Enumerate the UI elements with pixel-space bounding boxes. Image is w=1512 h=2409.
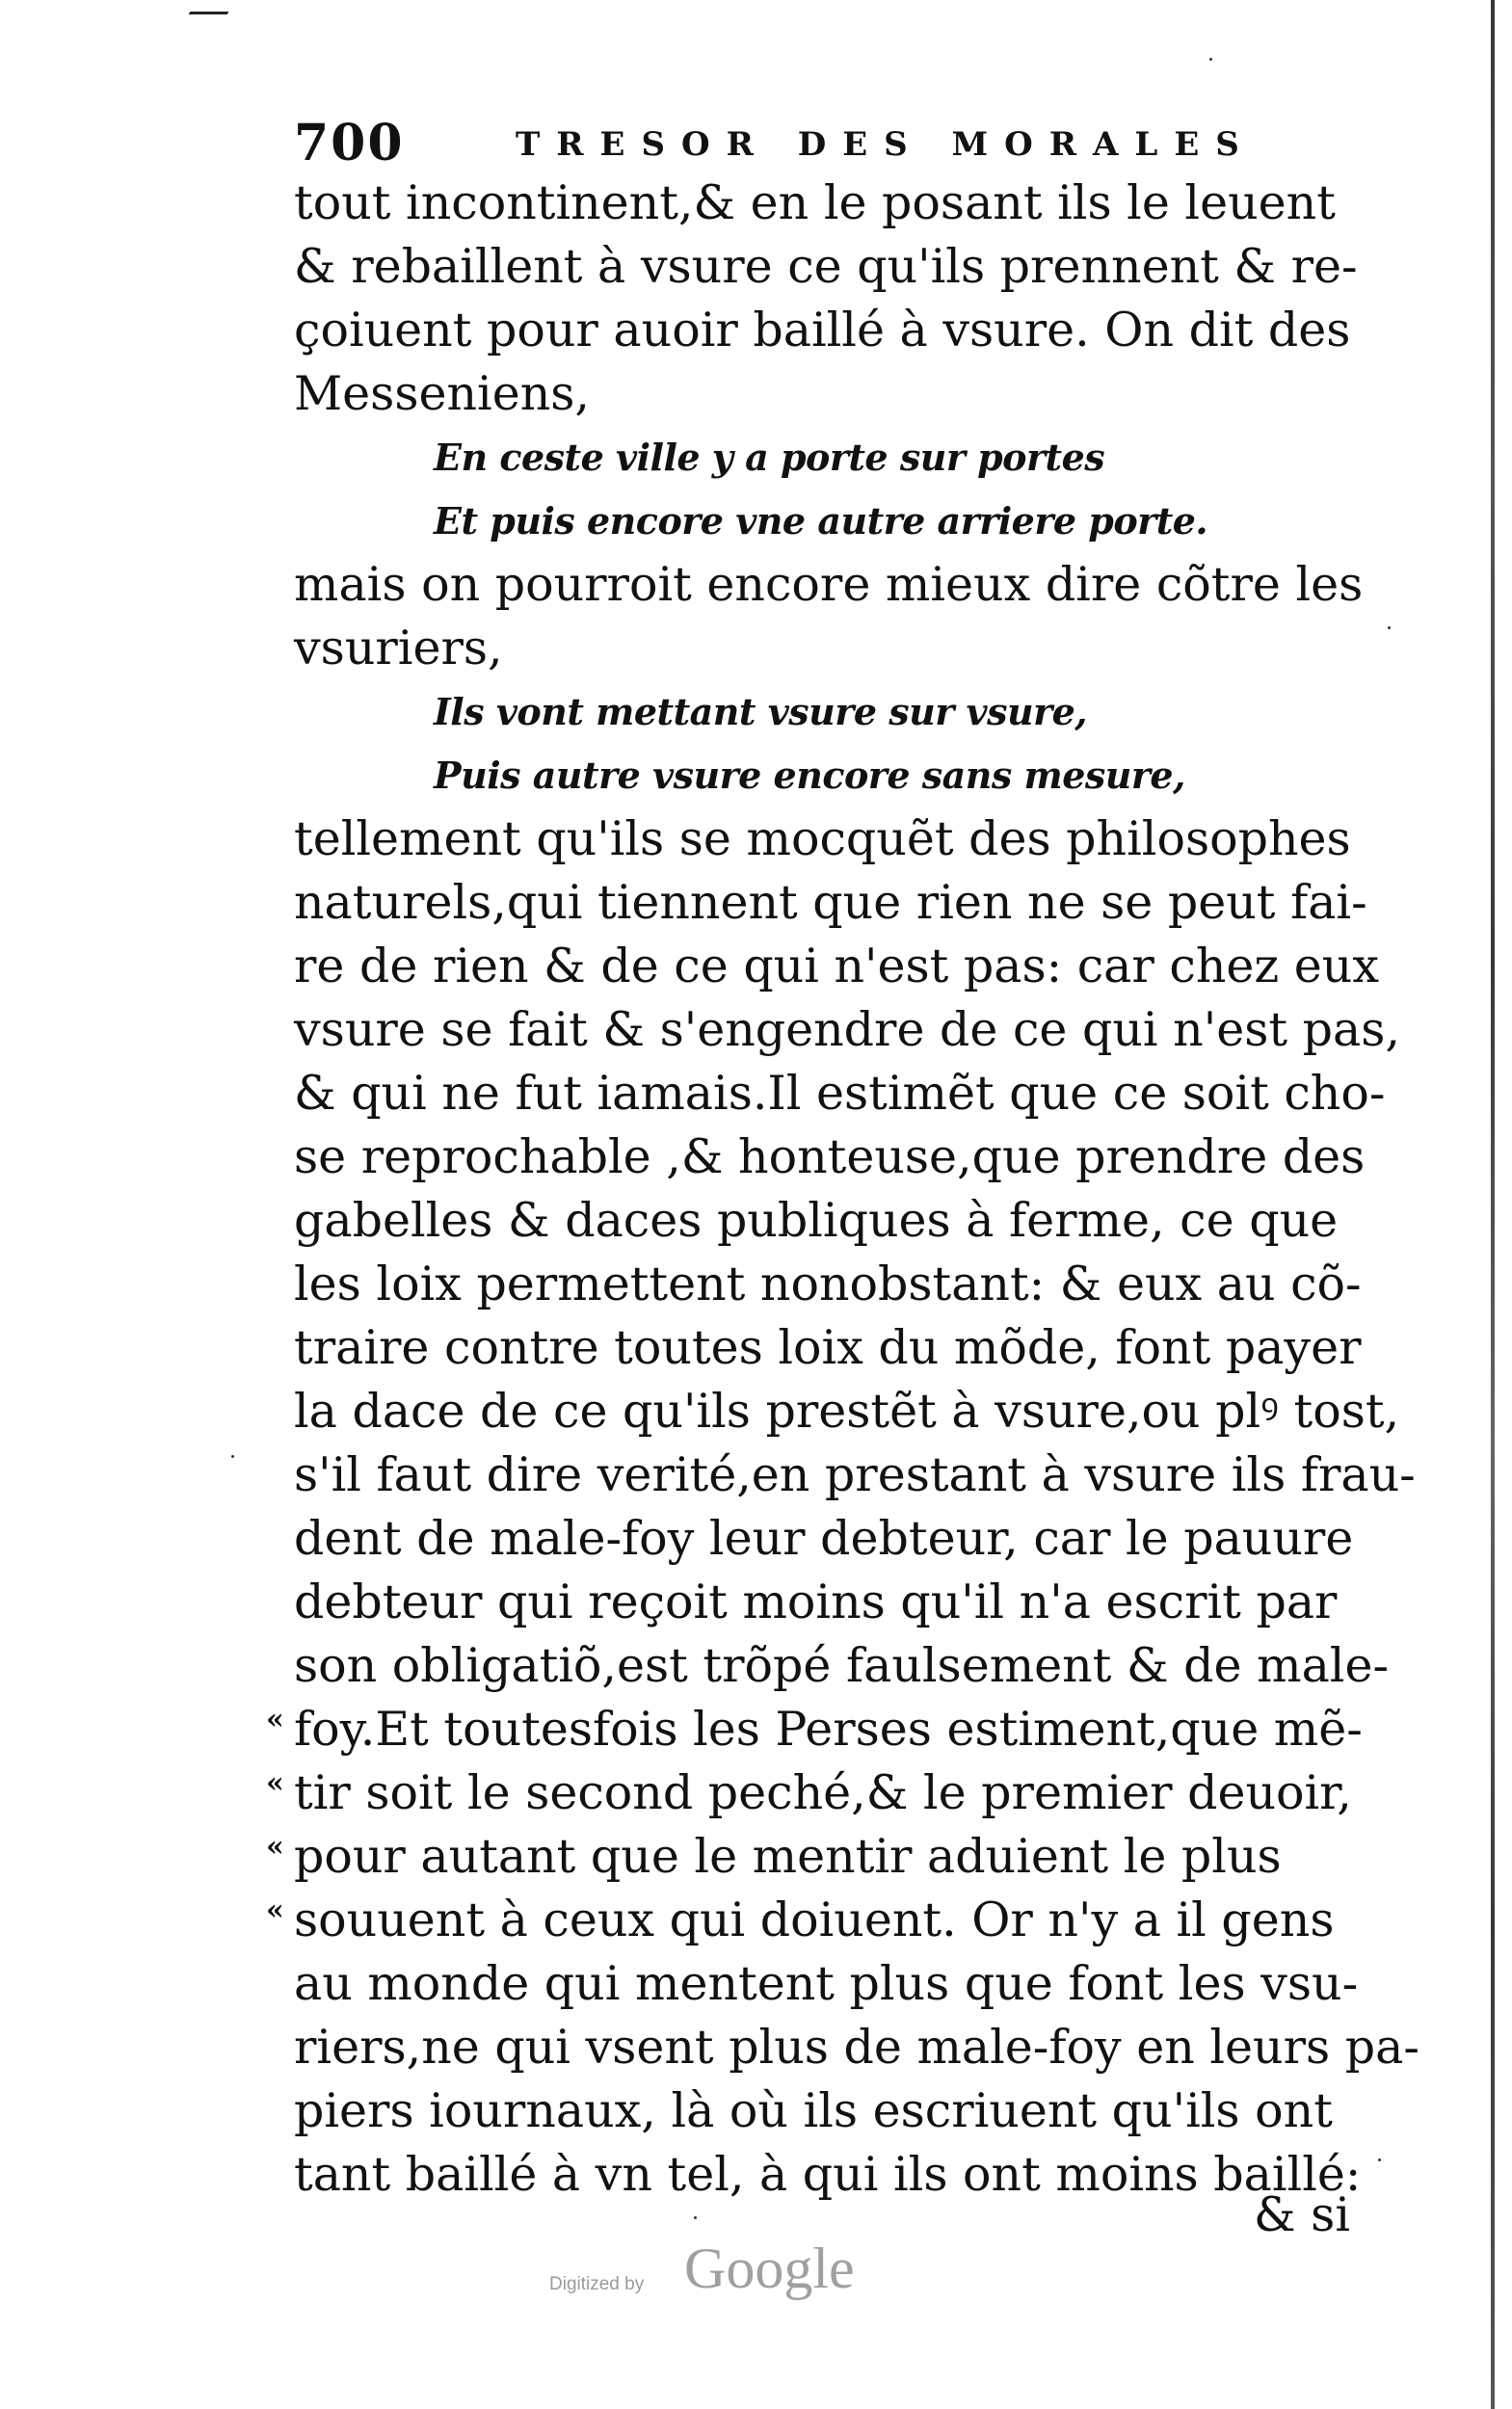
text-line: tellement qu'ils se mocquẽt des philosophes: [294, 811, 1351, 866]
catchword: & si: [1253, 2187, 1350, 2242]
google-logo: Google: [684, 2237, 855, 2300]
page-edge-line: [1491, 0, 1495, 2409]
ink-speck: [1378, 2158, 1381, 2161]
verse-line: Et puis encore vne autre arriere porte.: [434, 499, 1208, 543]
verse-line: En ceste ville y a porte sur portes: [434, 436, 1105, 479]
margin-quote-mark: «: [266, 1893, 284, 1927]
verse-line: Ils vont mettant vsure sur vsure,: [434, 690, 1088, 733]
text-line: tant baillé à vn tel, à qui ils ont moins baillé:: [294, 2147, 1362, 2202]
ink-speck: [694, 2216, 697, 2219]
body-text: [294, 172, 1419, 2207]
text-line: foy.Et toutesfois les Perses estiment,que mẽ-: [294, 1702, 1363, 1757]
text-line: souuent à ceux qui doiuent. Or n'y a il gens: [294, 1893, 1335, 1947]
text-line: naturels,qui tiennent que rien ne se peut fai-: [294, 875, 1367, 930]
margin-quote-mark: «: [266, 1703, 284, 1736]
page-number: 700: [294, 114, 405, 172]
corner-scan-mark: [189, 0, 236, 14]
text-line: son obligatiõ,est trõpé faulsement & de male-: [294, 1638, 1390, 1693]
text-line: traire contre toutes loix du mõde, font payer: [294, 1320, 1362, 1375]
verse-line: Puis autre vsure encore sans mesure,: [434, 754, 1185, 797]
text-line: vsure se fait & s'engendre de ce qui n'est pas,: [294, 1002, 1400, 1057]
text-line: dent de male-foy leur debteur, car le pauure: [294, 1511, 1354, 1566]
text-line: s'il faut dire verité,en prestant à vsure ils frau-: [294, 1447, 1416, 1502]
text-line: re de rien & de ce qui n'est pas: car chez eux: [294, 939, 1379, 993]
text-line: & rebaillent à vsure ce qu'ils prennent & re-: [294, 239, 1358, 294]
margin-quote-marks: [266, 1703, 295, 1956]
text-line: se reprochable ,& honteuse,que prendre des: [294, 1129, 1366, 1184]
text-line: mais on pourroit encore mieux dire cõtre les: [294, 557, 1364, 612]
text-line: & qui ne fut iamais.Il estimẽt que ce soit cho-: [294, 1066, 1386, 1121]
text-line: çoiuent pour auoir baillé à vsure. On dit des: [294, 303, 1351, 357]
running-title: TRESOR DES MORALES: [516, 125, 1256, 164]
text-line: tout incontinent,& en le posant ils le leuent: [294, 175, 1336, 230]
digitized-label: Digitized by: [549, 2274, 645, 2294]
text-line: piers iournaux, là où ils escriuent qu'ils ont: [294, 2083, 1333, 2138]
ink-speck: [1388, 626, 1391, 629]
text-line: pour autant que le mentir aduient le plus: [294, 1829, 1282, 1884]
text-line: vsuriers,: [294, 621, 503, 675]
text-line: debteur qui reçoit moins qu'il n'a escrit par: [294, 1575, 1338, 1629]
text-line: la dace de ce qu'ils prestẽt à vsure,ou plꝰ tost,: [294, 1384, 1400, 1439]
text-line: les loix permettent nonobstant: & eux au cõ-: [294, 1257, 1362, 1311]
margin-quote-mark: «: [266, 1766, 284, 1800]
margin-quote-mark: «: [266, 1830, 284, 1864]
ink-speck: [1209, 58, 1212, 61]
text-line: riers,ne qui vsent plus de male-foy en leurs pa-: [294, 2020, 1419, 2075]
ink-speck: [231, 1455, 234, 1458]
text-line: tir soit le second peché,& le premier deuoir,: [294, 1765, 1352, 1820]
text-line: Messeniens,: [294, 366, 590, 421]
text-line: au monde qui mentent plus que font les vsu-: [294, 1956, 1359, 2011]
text-line: gabelles & daces publiques à ferme, ce que: [294, 1193, 1339, 1248]
